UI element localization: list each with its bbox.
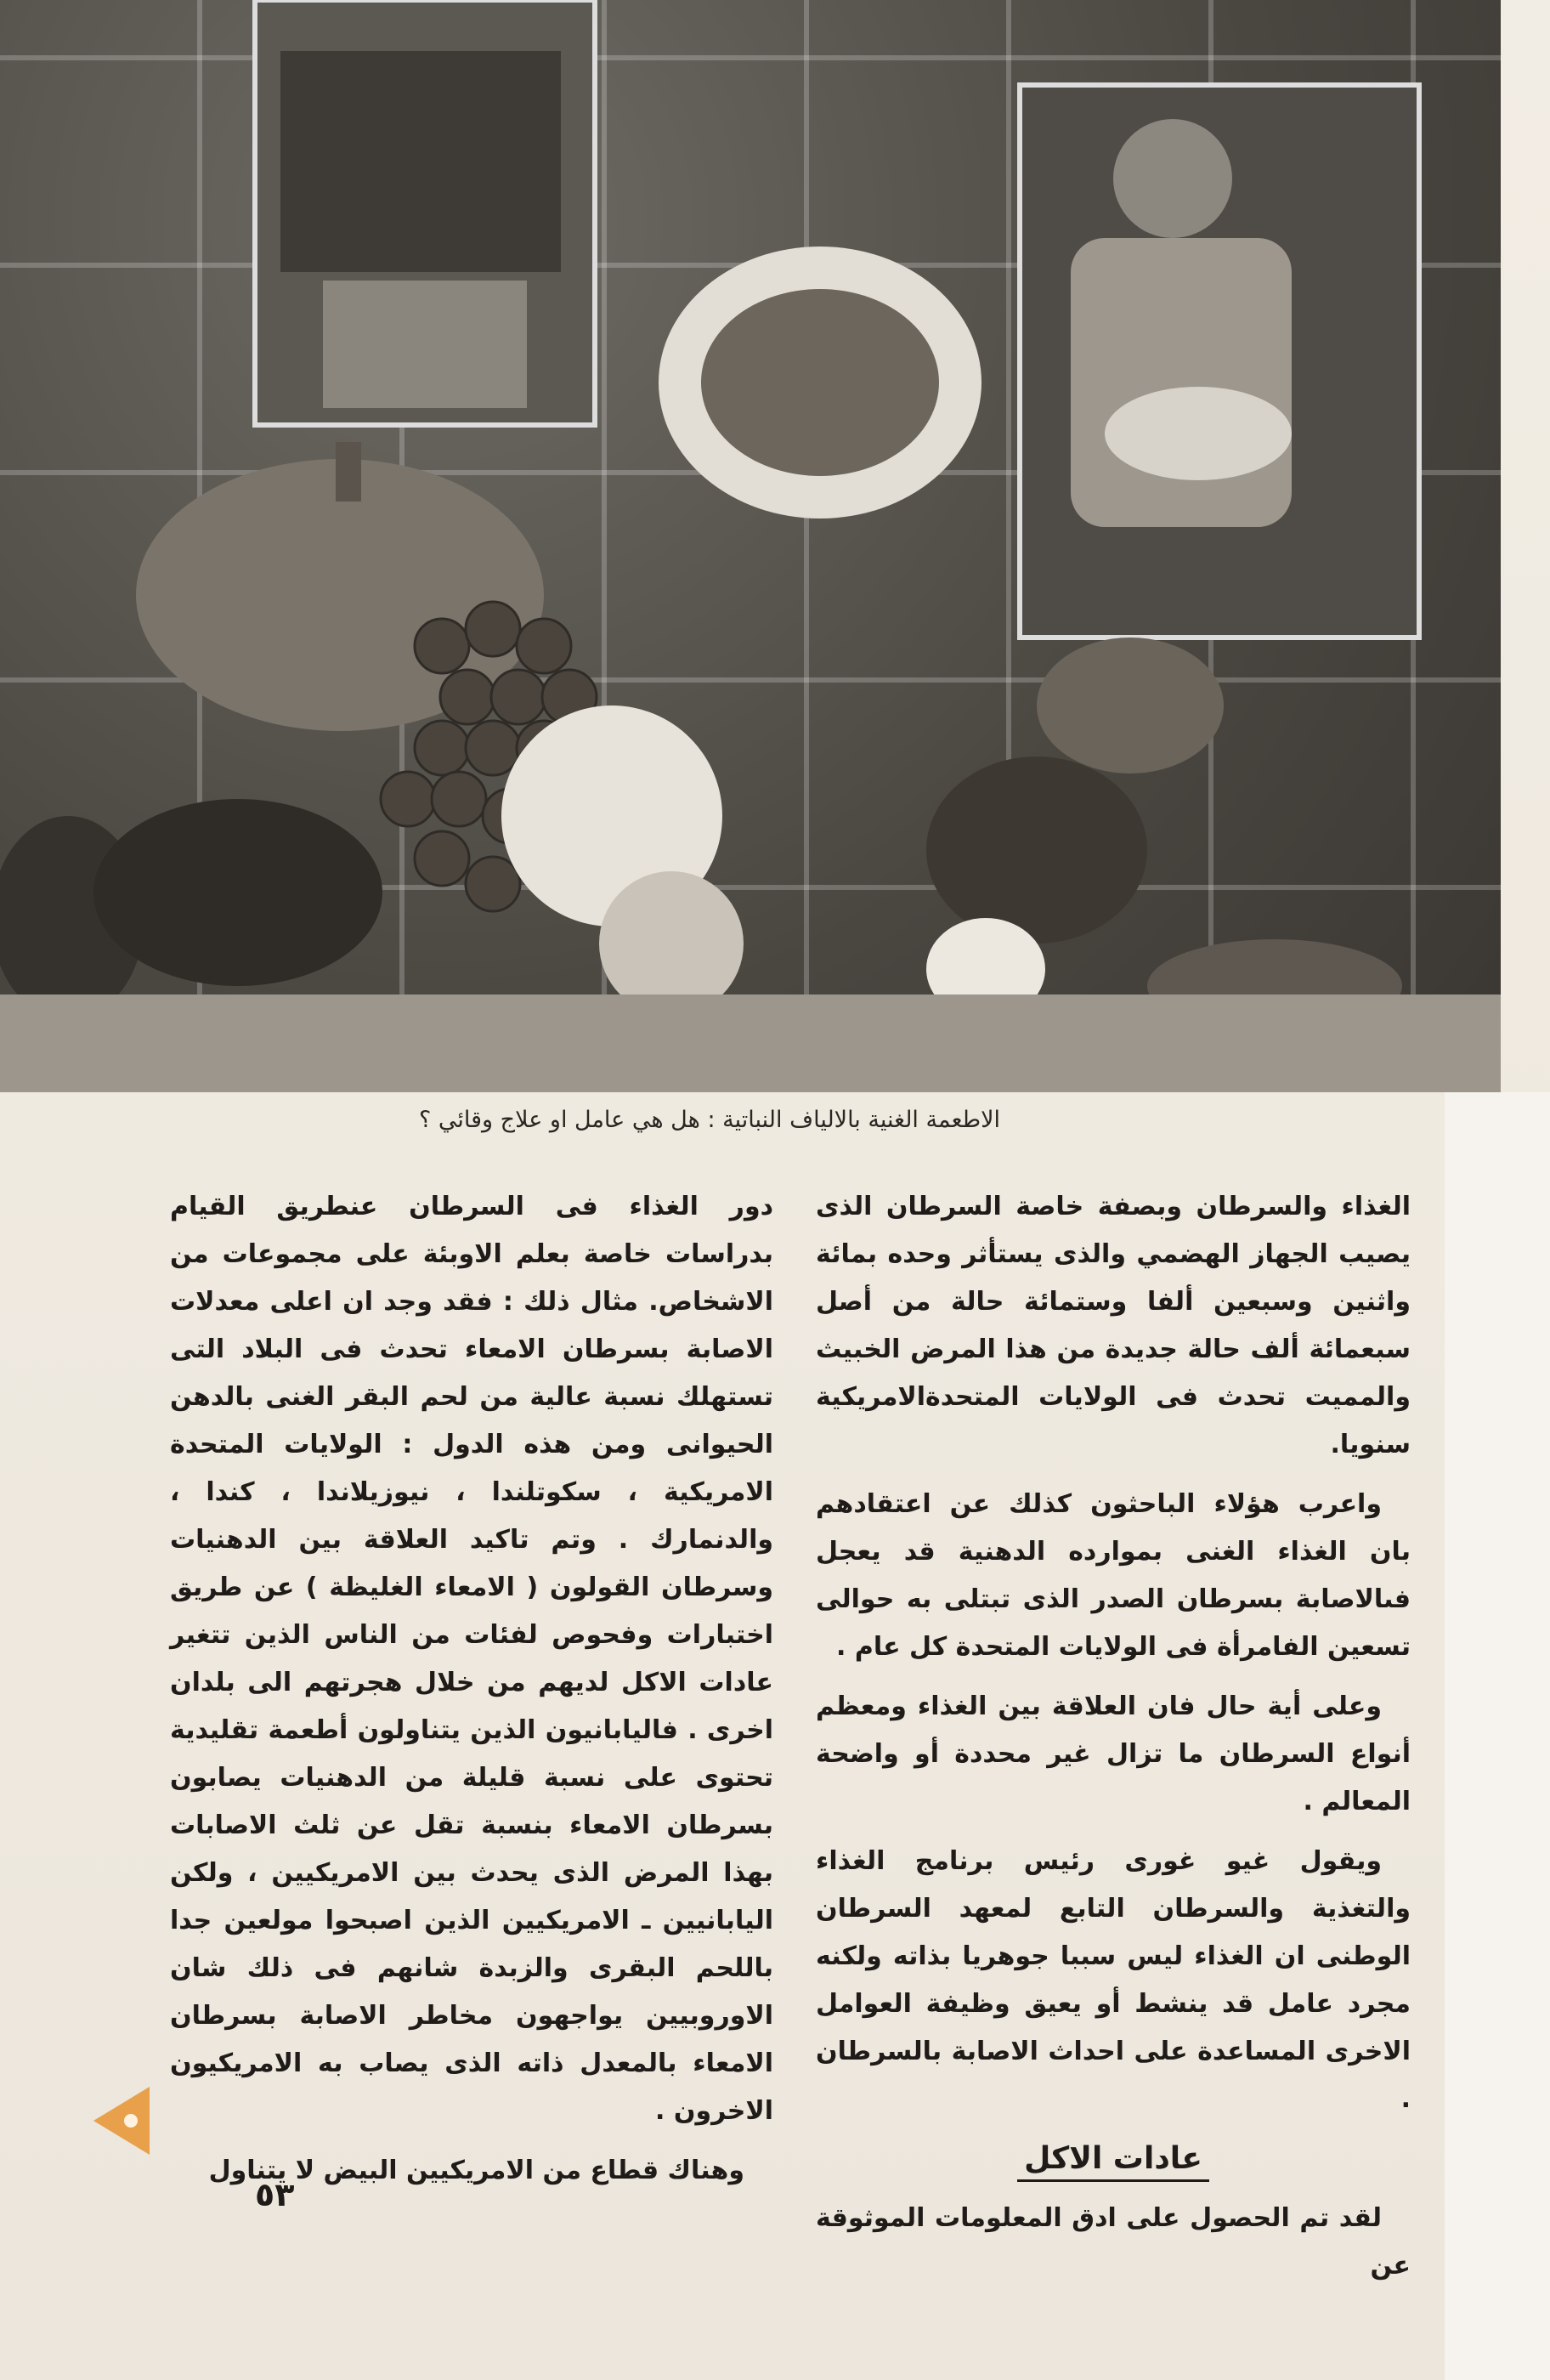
child-head [1113,119,1232,238]
photo-caption: الاطعمة الغنية بالالياف النباتية : هل هي عامل او علاج وقائي ؟ [418,1107,1001,1133]
paragraph: واعرب هؤلاء الباحثون كذلك عن اعتقادهم بان الغذاء الغنى بموارده الدهنية قد يعجل فىالاصابة بسرطان الصدر الذى تبتلى به حوالى تسعين الفامرأة فى الولايات المتحدة كل عام . [816,1489,1411,1662]
page-number: ٥٣ [255,2176,295,2213]
child-body [1071,238,1292,527]
paragraph: الغذاء والسرطان وبصفة خاصة السرطان الذى يصيب الجهاز الهضمي والذى يستأثر وحده بمائة واثنين وسبعين ألفا وستمائة حالة من أصل سبعمائة ألف حالة جديدة من هذا المرض الخبيث والمميت تحدث فى الولايات المتحدةالامريكية سنويا. [816,1192,1411,1459]
plate-food [701,289,939,476]
paragraph: لقد تم الحصول على ادق المعلومات الموثوقة عن [816,2203,1411,2281]
paragraph: دور الغذاء فى السرطان عنطريق القيام بدراسات خاصة بعلم الاوبئة على مجموعات من الاشخاص. مثال ذلك : فقد وجد ان اعلى معدلات الاصابة بسرطان الامعاء تحدث فى البلاد التى تستهلك نسبة عالية من لحم البقر الغنى بالدهن الحيوانى ومن هذه الدول : الولايات المتحدة الامريكية ، سكوتلندا ، نيوزيلاندا ، كندا ، والدنمارك . وتم تاكيد العلاقة بين الدهنيات وسرطان القولون ( الامعاء الغليظة ) عن طريق اختبارات وفحوص لفئات من الناس الذين تتغير عادات الاكل لديهم من خلال هجرتهم الى بلدان اخرى . فاليابانيون الذين يتناولون أطعمة تقليدية تحتوى على نسبة قليلة من الدهنيات يصابون بسرطان الامعاء بنسبة تقل عن ثلث الاصابات بهذا المرض الذى يحدث بين الامريكيين ، ولكن اليابانيين ـ الامريكيين الذين اصبحوا مولعين جدا باللحم البقرى والزبدة شانهم فى ذلك شان الاوروبيين يواجهون مخاطر الاصابة بسرطان الامعاء بالمعدل ذاته الذى يصاب به الامريكيون الاخرون . [170,1192,773,2126]
dark-vegetable [93,799,382,986]
subheading-text: عادات الاكل [1017,2141,1209,2182]
continue-arrow-icon [93,2087,150,2155]
photo-illustration [0,0,1501,1092]
article-column-left [170,1183,773,2207]
article-column-right [816,1183,1411,2302]
pumpkin-stem [336,442,361,502]
counter-tiles [0,994,1501,1092]
inset-board [323,280,527,408]
paragraph: وهناك قطاع من الامريكيين البيض لا يتناول [208,2156,744,2185]
paragraph: ويقول غيو غورى رئيس برنامج الغذاء والتغذية والسرطان التابع لمعهد السرطان الوطنى ان الغذاء ليس سببا جوهريا بذاته ولكنه مجرد عامل قد ينشط أو يعيق وظيفة العوامل الاخرى المساعدة على احداث الاصابة بالسرطان . [816,1846,1411,2114]
child-plate [1105,387,1292,480]
food-still-life-photo [0,0,1501,1092]
eggplant [926,756,1147,944]
small-pumpkin [1037,638,1224,774]
page-margin-strip [1445,1092,1550,2380]
orange [599,871,744,1016]
section-subheading [816,2135,1411,2183]
paragraph: وعلى أية حال فان العلاقة بين الغذاء ومعظم أنواع السرطان ما تزال غير محددة أو واضحة المعالم . [816,1692,1411,1816]
inset-grid [280,51,561,272]
